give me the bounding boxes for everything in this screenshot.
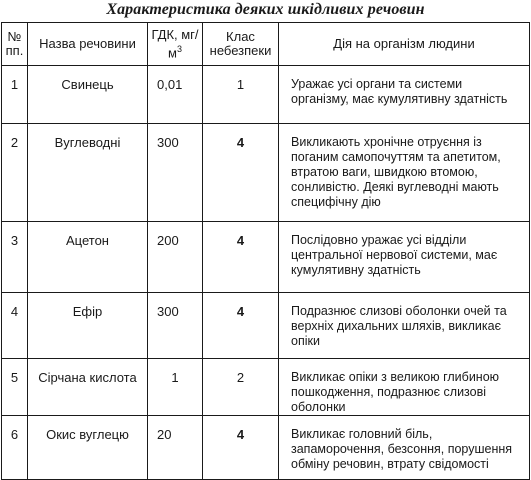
row-action: Викликає опіки з великою глибиною пошкодження, подразнює слизові оболонки	[279, 359, 530, 416]
table-row	[2, 222, 530, 293]
row-class: 4	[203, 222, 279, 293]
row-name: Ацетон	[28, 222, 148, 293]
row-name: Вуглеводні	[28, 124, 148, 222]
row-num: 1	[2, 66, 28, 124]
row-gdk: 1	[148, 359, 203, 416]
header-num: № пп.	[2, 23, 28, 66]
row-num: 4	[2, 293, 28, 359]
header-action: Дія на організм людини	[279, 23, 530, 66]
row-class: 1	[203, 66, 279, 124]
header-gdk-label: ГДК, мг/м	[151, 26, 199, 61]
row-class: 4	[203, 293, 279, 359]
row-class: 4	[203, 124, 279, 222]
row-action: Подразнює слизові оболонки очей та верхніх дихальних шляхів, викликає опіки	[279, 293, 530, 359]
row-num: 5	[2, 359, 28, 416]
table-row	[2, 124, 530, 222]
row-action: Викликають хронічне отруєння із поганим самопочуттям та апетитом, втратою ваги, швидкою втомою, сонливістю. Деякі вуглеводні мають специфічну дію	[279, 124, 530, 222]
row-class: 2	[203, 359, 279, 416]
table-row	[2, 66, 530, 124]
row-gdk: 200	[148, 222, 203, 293]
header-gdk-superscript: 3	[176, 43, 182, 54]
header-class: Клас небезпеки	[203, 23, 279, 66]
row-gdk: 300	[148, 293, 203, 359]
row-name: Сірчана кислота	[28, 359, 148, 416]
row-gdk: 300	[148, 124, 203, 222]
row-class: 4	[203, 416, 279, 480]
row-action: Викликає головний біль, запаморочення, безсоння, порушення обміну речовин, втрату свідомості	[279, 416, 530, 480]
header-name: Назва речовини	[28, 23, 148, 66]
row-num: 3	[2, 222, 28, 293]
table-row	[2, 359, 530, 416]
table-row	[2, 416, 530, 480]
substances-table	[1, 22, 530, 480]
row-action: Послідовно уражає усі відділи центральної нервової системи, має кумулятивну здатність	[279, 222, 530, 293]
row-name: Окис вуглецю	[28, 416, 148, 480]
row-gdk: 20	[148, 416, 203, 480]
row-gdk: 0,01	[148, 66, 203, 124]
row-name: Свинець	[28, 66, 148, 124]
table-title: Характеристика деяких шкідливих речовин	[106, 1, 425, 18]
header-gdk	[148, 23, 203, 66]
row-num: 2	[2, 124, 28, 222]
table-row	[2, 293, 530, 359]
row-num: 6	[2, 416, 28, 480]
row-action: Уражає усі органи та системи організму, має кумулятивну здатність	[279, 66, 530, 124]
row-name: Ефір	[28, 293, 148, 359]
table-header-row	[2, 23, 530, 66]
